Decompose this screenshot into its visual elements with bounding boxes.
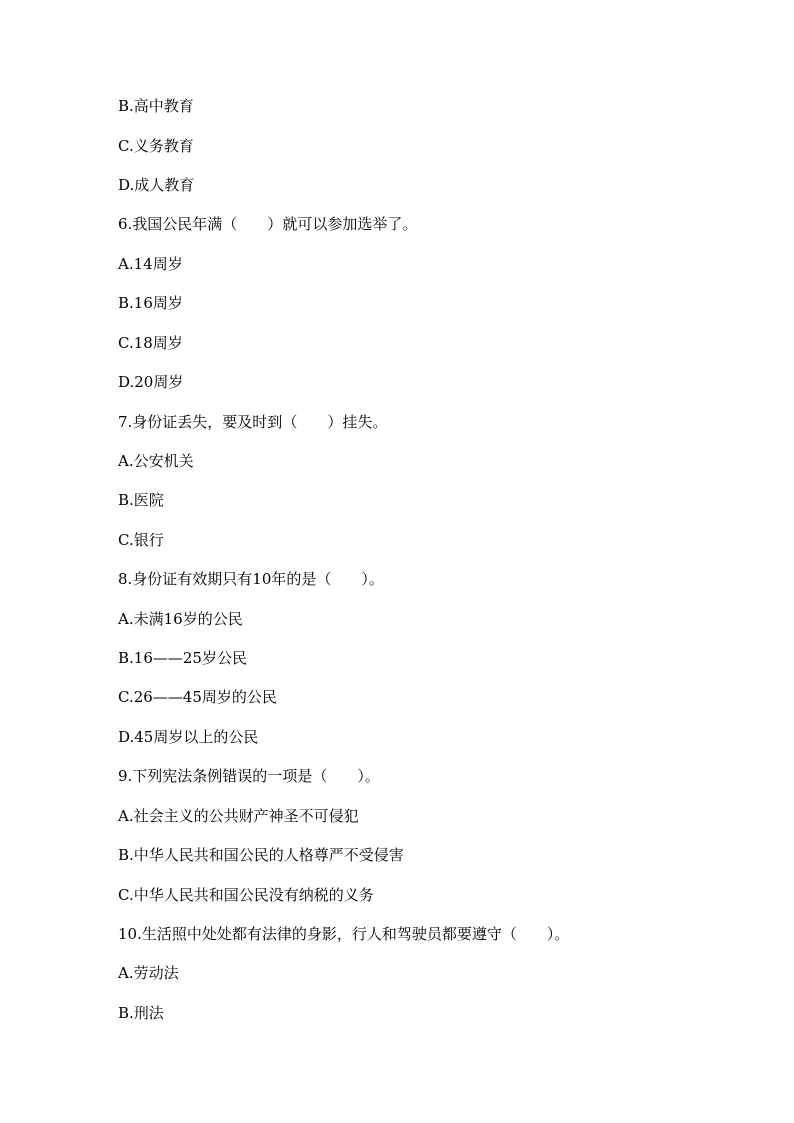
question-6: 6.我国公民年满（ ）就可以参加选举了。: [118, 215, 418, 233]
question-10: 10.生活照中处处都有法律的身影，行人和驾驶员都要遵守（ ）。: [118, 925, 570, 943]
question-9: 9.下列宪法条例错误的一项是（ ）。: [118, 767, 380, 785]
q10-option-b: B.刑法: [118, 1004, 164, 1022]
q9-option-b: B.中华人民共和国公民的人格尊严不受侵害: [118, 846, 404, 864]
q6-option-a: A.14周岁: [118, 255, 183, 273]
question-7: 7.身份证丢失，要及时到（ ）挂失。: [118, 413, 388, 431]
question-8: 8.身份证有效期只有10年的是（ ）。: [118, 570, 384, 588]
q9-option-c: C.中华人民共和国公民没有纳税的义务: [118, 886, 374, 904]
q7-option-a: A.公安机关: [118, 452, 194, 470]
q8-option-d: D.45周岁以上的公民: [118, 728, 259, 746]
q6-option-c: C.18周岁: [118, 334, 183, 352]
q7-option-c: C.银行: [118, 531, 164, 549]
option-b-high-school: B.高中教育: [118, 97, 194, 115]
q10-option-a: A.劳动法: [118, 964, 179, 982]
q6-option-d: D.20周岁: [118, 373, 184, 391]
q7-option-b: B.医院: [118, 491, 164, 509]
option-d-adult-education: D.成人教育: [118, 176, 195, 194]
option-c-compulsory: C.义务教育: [118, 137, 194, 155]
q9-option-a: A.社会主义的公共财产神圣不可侵犯: [118, 807, 359, 825]
q8-option-b: B.16——25岁公民: [118, 649, 247, 667]
q8-option-a: A.未满16岁的公民: [118, 610, 243, 628]
q6-option-b: B.16周岁: [118, 294, 183, 312]
q8-option-c: C.26——45周岁的公民: [118, 688, 277, 706]
